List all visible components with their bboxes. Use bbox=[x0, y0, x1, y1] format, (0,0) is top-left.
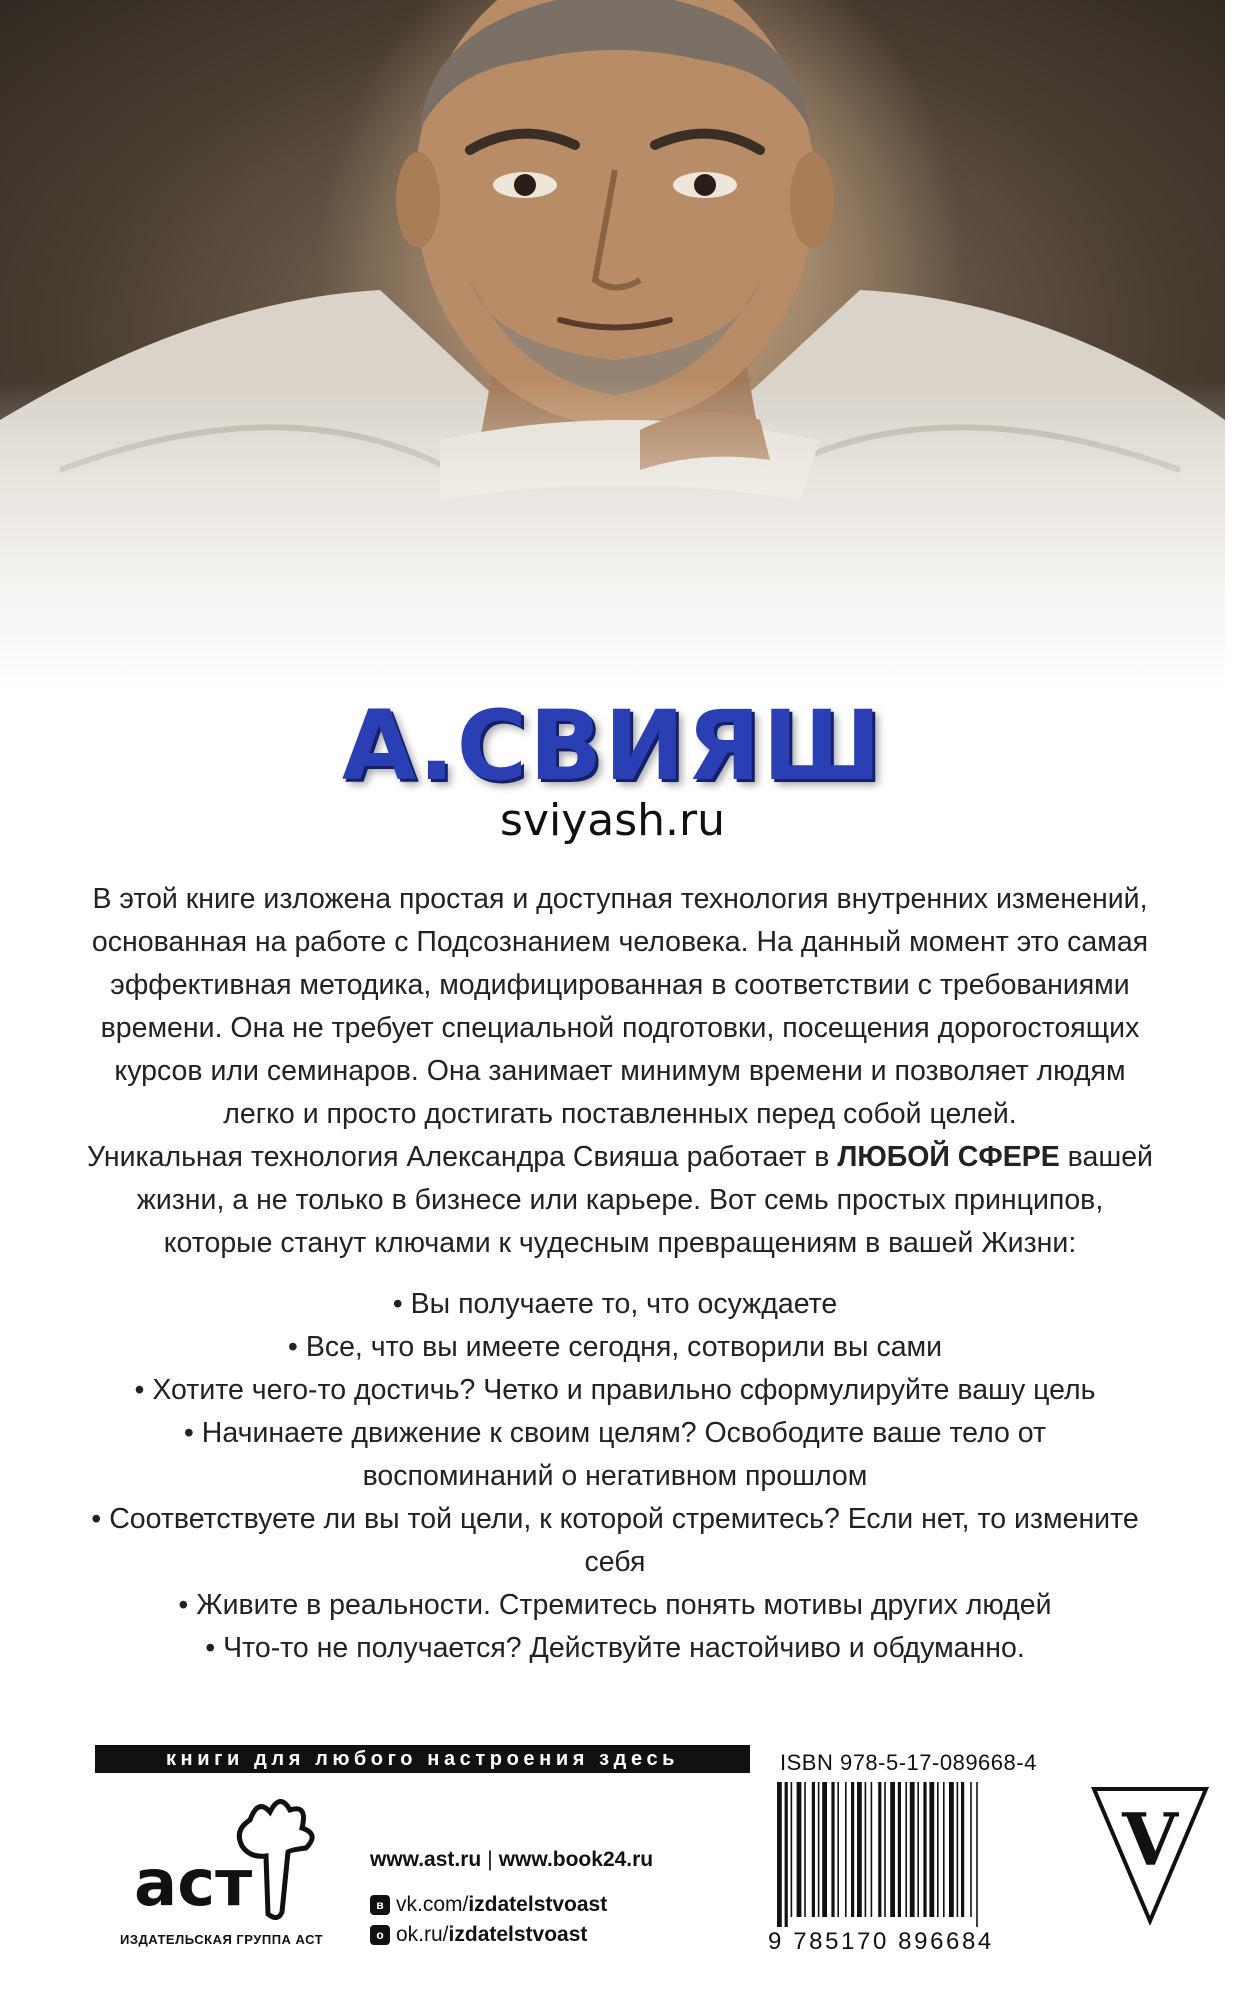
barcode-bar bbox=[791, 1782, 793, 1917]
barcode-bar bbox=[797, 1782, 802, 1917]
vk-handle: izdatelstvoast bbox=[468, 1893, 608, 1916]
barcode-bar bbox=[957, 1782, 959, 1917]
barcode-bar bbox=[910, 1782, 915, 1917]
site-separator: | bbox=[487, 1848, 493, 1871]
principle-item: • Все, что вы имеете сегодня, сотворили вы сами bbox=[287, 1331, 943, 1363]
barcode-bar bbox=[961, 1782, 964, 1917]
barcode-bar bbox=[871, 1782, 873, 1917]
annotation-emphasis: ЛЮБОЙ СФЕРЕ bbox=[837, 1141, 1060, 1173]
ast-site-link[interactable]: www.ast.ru bbox=[370, 1848, 482, 1871]
barcode-bar bbox=[845, 1782, 847, 1917]
vk-icon: в bbox=[370, 1895, 390, 1915]
annotation-text-end: вашей жизни, а не только в бизнесе или карьере. Вот семь простых принципов, которые станут ключами к чудесным превращениям в вашей Жизни: bbox=[136, 1141, 1153, 1259]
barcode-bar bbox=[949, 1782, 954, 1917]
ast-logo-text: аст bbox=[134, 1847, 253, 1921]
principle-item: • Соответствуете ли вы той цели, к которой стремитесь? Если нет, то измените себя bbox=[91, 1503, 1139, 1578]
vk-prefix: vk.com/ bbox=[396, 1893, 469, 1916]
barcode-bar bbox=[878, 1782, 881, 1917]
barcode-bar bbox=[812, 1782, 815, 1917]
ok-link[interactable] bbox=[370, 1923, 587, 1947]
annotation-paragraph-1: В этой книге изложена простая и доступная технология внутренних изменений, основанная на работе с Подсознанием человека. На данный момент это самая эффективная методика, модифицированная в соответствии с требованиями времени. Она не требует специальной подготовки, посещения дорогостоящих курсов или семинаров. Она занимает минимум времени и позволяет людям легко и просто достигать поставленных перед собой целей. bbox=[91, 883, 1149, 1130]
barcode bbox=[775, 1782, 1035, 1927]
principle-item: • Вы получаете то, что осуждаете bbox=[392, 1288, 838, 1320]
barcode-bar bbox=[976, 1782, 978, 1927]
principles-list bbox=[60, 1283, 1170, 1670]
barcode-bar bbox=[917, 1782, 919, 1917]
book24-site-link[interactable]: www.book24.ru bbox=[498, 1848, 654, 1871]
principle-item: • Хотите чего-то достичь? Четко и правильно сформулируйте вашу цель bbox=[134, 1374, 1096, 1406]
principle-item: • Что-то не получается? Действуйте настойчиво и обдуманно. bbox=[205, 1632, 1025, 1664]
barcode-bar bbox=[923, 1782, 926, 1917]
principle-item: • Живите в реальности. Стремитесь понять мотивы других людей bbox=[178, 1589, 1052, 1621]
vk-link[interactable] bbox=[370, 1893, 607, 1917]
book-annotation bbox=[85, 878, 1155, 1265]
barcode-bar bbox=[898, 1782, 901, 1917]
barcode-bar bbox=[804, 1782, 806, 1917]
barcode-bar bbox=[837, 1782, 839, 1917]
ast-logo-icon bbox=[130, 1790, 330, 1930]
barcode-bar bbox=[851, 1782, 854, 1917]
author-name-title: А.СВИЯШ bbox=[341, 690, 884, 802]
ok-icon: o bbox=[370, 1925, 390, 1945]
author-website: sviyash.ru bbox=[500, 795, 725, 846]
photo-fade-overlay bbox=[0, 380, 1225, 690]
barcode-bar bbox=[831, 1782, 834, 1917]
principle-item: • Начинаете движение к своим целям? Освободите ваше тело от воспоминаний о негативном прошлом bbox=[183, 1417, 1047, 1492]
isbn-label: ISBN 978-5-17-089668-4 bbox=[780, 1750, 1037, 1775]
barcode-bar bbox=[777, 1782, 782, 1927]
imprint-v-logo bbox=[1090, 1785, 1210, 1925]
barcode-bar bbox=[865, 1782, 867, 1917]
barcode-bar bbox=[929, 1782, 934, 1917]
barcode-digits: 9 785170 896684 bbox=[768, 1928, 994, 1955]
publisher-sites bbox=[370, 1848, 653, 1872]
imprint-letter: V bbox=[1122, 1797, 1178, 1882]
publisher-group-label: ИЗДАТЕЛЬСКАЯ ГРУППА АСТ bbox=[120, 1932, 324, 1947]
barcode-bar bbox=[884, 1782, 886, 1917]
slogan-bar: книги для любого настроения здесь bbox=[95, 1745, 750, 1773]
barcode-bar bbox=[785, 1782, 788, 1927]
annotation-text-start: Уникальная технология Александра Свияша работает в bbox=[87, 1141, 838, 1173]
barcode-bar bbox=[890, 1782, 895, 1917]
annotation-paragraph-2 bbox=[85, 1136, 1155, 1265]
barcode-bar bbox=[943, 1782, 945, 1917]
ok-prefix: ok.ru/ bbox=[396, 1923, 449, 1946]
author-photo bbox=[0, 0, 1225, 690]
ok-handle: izdatelstvoast bbox=[448, 1923, 588, 1946]
barcode-bar bbox=[905, 1782, 907, 1917]
barcode-bar bbox=[937, 1782, 939, 1917]
barcode-bar bbox=[970, 1782, 972, 1917]
barcode-bar bbox=[818, 1782, 820, 1917]
barcode-bar bbox=[857, 1782, 862, 1917]
barcode-bar bbox=[822, 1782, 827, 1917]
